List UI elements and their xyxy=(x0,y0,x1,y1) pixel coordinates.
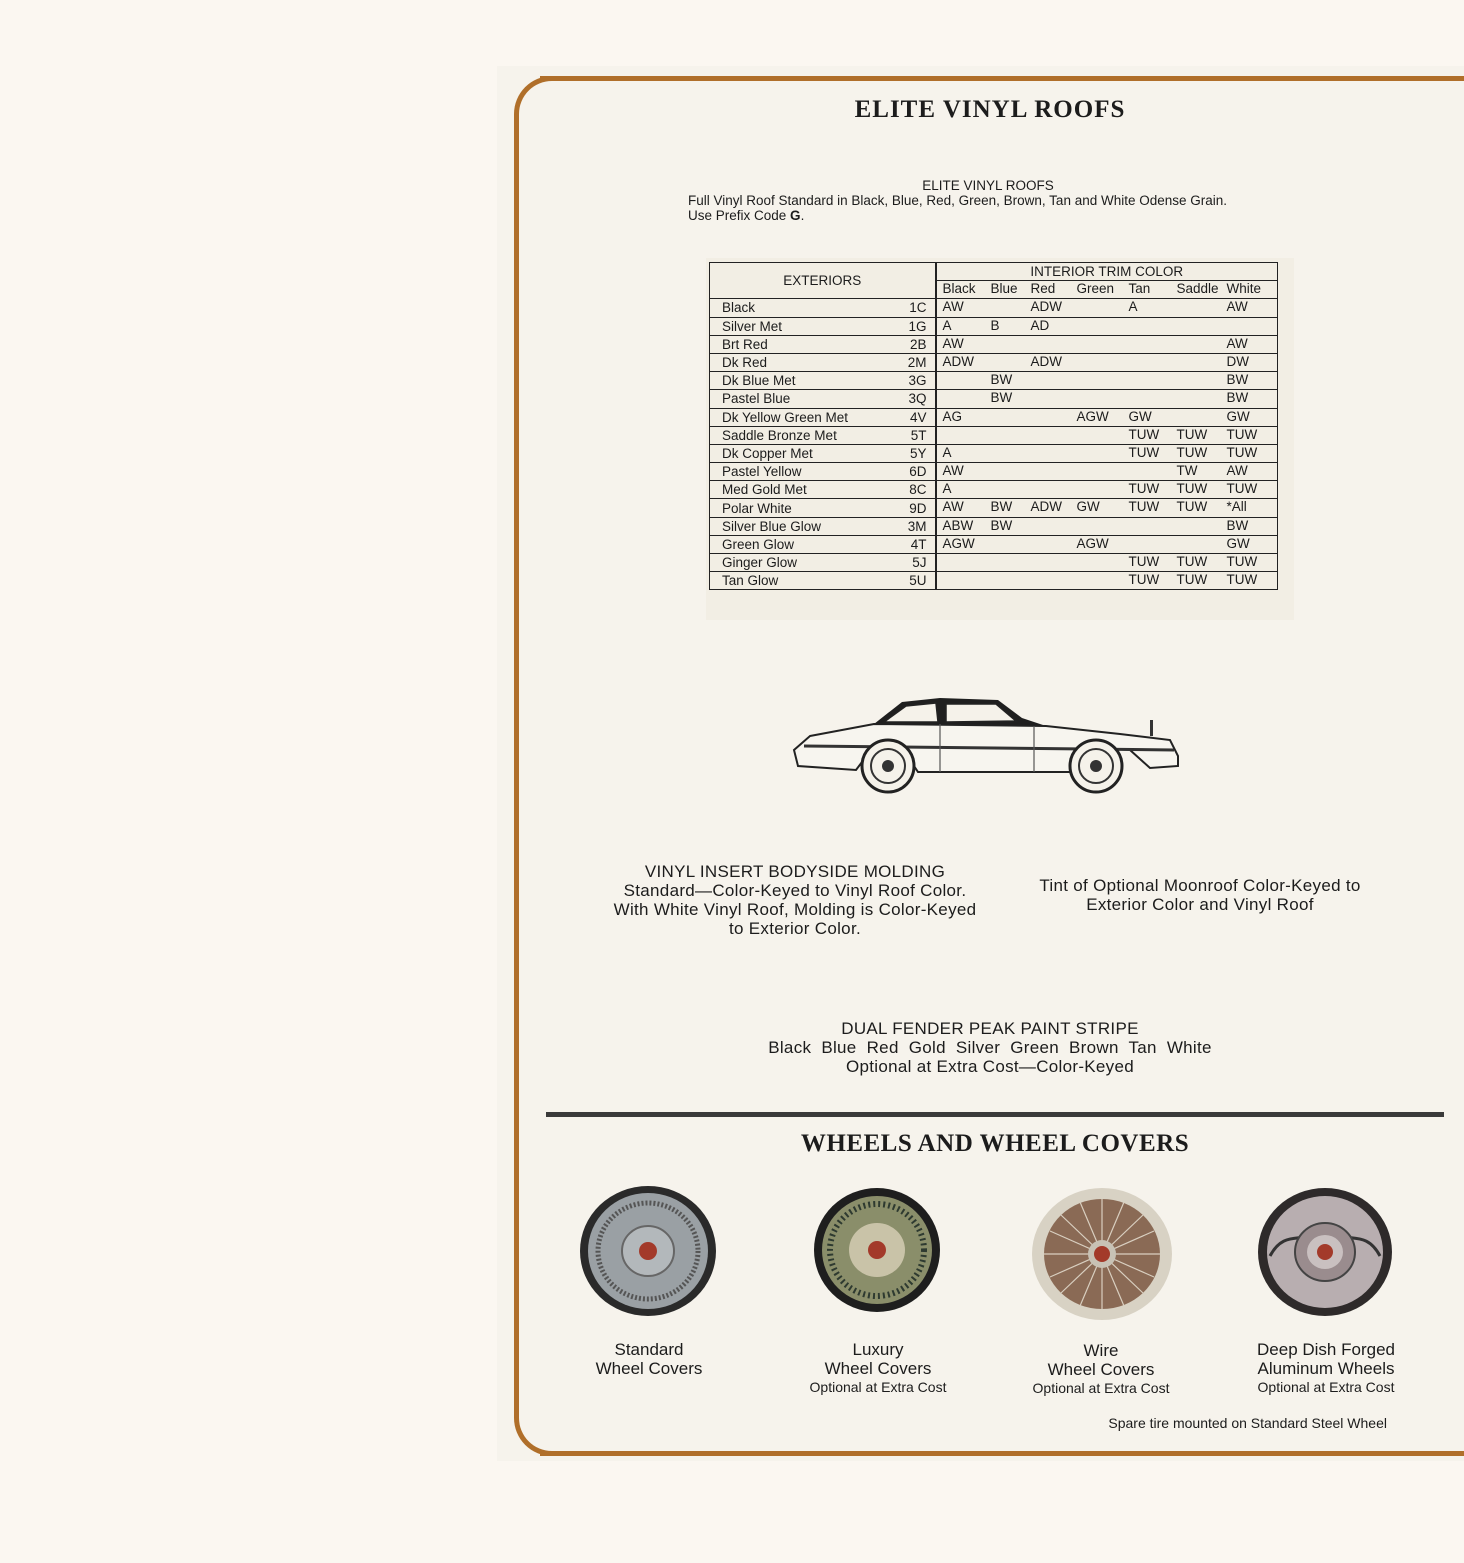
trim-value: AD xyxy=(1030,317,1050,333)
trim-values xyxy=(936,572,1278,590)
trim-values xyxy=(936,408,1278,426)
trim-value: ADW xyxy=(942,353,975,369)
trim-value: TUW xyxy=(1176,554,1208,569)
interior-trim-header: INTERIOR TRIM COLOR xyxy=(936,263,1278,281)
trim-value: TUW xyxy=(1226,481,1258,497)
table-row xyxy=(710,499,1278,517)
table-row xyxy=(710,535,1278,553)
trim-value: ADW xyxy=(1030,353,1063,369)
table-row xyxy=(710,335,1278,353)
trim-values xyxy=(936,426,1278,444)
table-row xyxy=(710,444,1278,462)
exterior-name: Pastel Blue xyxy=(710,390,888,408)
table-row xyxy=(710,353,1278,371)
trim-values xyxy=(936,299,1278,317)
prefix-suffix: . xyxy=(800,208,805,223)
exteriors-header: EXTERIORS xyxy=(710,263,936,299)
intro-line-1: Full Vinyl Roof Standard in Black, Blue, Red, Green, Brown, Tan and White Odense Grain. xyxy=(688,193,1228,208)
exterior-code: 5Y xyxy=(888,444,936,462)
trim-value: BW xyxy=(1226,390,1249,406)
trim-value: A xyxy=(942,444,952,460)
molding-caption xyxy=(590,862,1000,938)
exterior-code: 8C xyxy=(888,481,936,499)
trim-value: BW xyxy=(1226,372,1249,388)
trim-table-card xyxy=(706,258,1294,620)
wheel-aluminum-line-2: Aluminum Wheels xyxy=(1257,1359,1395,1378)
trim-value: AGW xyxy=(942,535,975,551)
moonroof-line-2: Exterior Color and Vinyl Roof xyxy=(1086,895,1314,914)
wheel-aluminum-note: Optional at Extra Cost xyxy=(1257,1379,1395,1395)
trim-column-white: White xyxy=(1226,281,1262,297)
trim-value: TUW xyxy=(1226,572,1258,588)
wheel-standard-line-1: Standard xyxy=(614,1340,684,1359)
wheel-standard-line-2: Wheel Covers xyxy=(595,1359,703,1378)
exterior-code: 2M xyxy=(888,353,936,371)
exterior-name: Green Glow xyxy=(710,535,888,553)
aluminum-wheel-icon xyxy=(1256,1186,1394,1318)
trim-column-tan: Tan xyxy=(1128,281,1151,297)
table-row xyxy=(710,517,1278,535)
prefix-label: Use Prefix Code xyxy=(688,208,791,223)
frame-top-edge xyxy=(540,76,1464,81)
trim-value: BW xyxy=(990,372,1013,388)
trim-column-black: Black xyxy=(942,281,976,297)
section-divider xyxy=(546,1112,1444,1117)
trim-value: GW xyxy=(1128,408,1152,424)
intro-heading: ELITE VINYL ROOFS xyxy=(922,178,1054,193)
trim-value: ABW xyxy=(942,517,974,533)
exterior-code: 1C xyxy=(888,299,936,317)
exterior-code: 2B xyxy=(888,335,936,353)
stripe-colors: Black Blue Red Gold Silver Green Brown Tan White xyxy=(768,1038,1212,1057)
trim-value: B xyxy=(990,317,1000,333)
trim-value: A xyxy=(942,317,952,333)
trim-value: AGW xyxy=(1076,535,1109,551)
trim-value: AW xyxy=(942,335,964,351)
luxury-wheel-cover-icon xyxy=(812,1186,942,1314)
trim-value: ADW xyxy=(1030,499,1063,515)
trim-value: TUW xyxy=(1176,426,1208,442)
trim-value: *All xyxy=(1226,499,1247,515)
trim-value: ADW xyxy=(1030,299,1063,315)
trim-value: TUW xyxy=(1128,554,1160,569)
trim-values xyxy=(936,481,1278,499)
trim-value: GW xyxy=(1226,408,1250,424)
exterior-name: Dk Blue Met xyxy=(710,372,888,390)
trim-value: TUW xyxy=(1128,444,1160,460)
trim-value: BW xyxy=(990,517,1013,533)
trim-column-blue: Blue xyxy=(990,281,1018,297)
table-row xyxy=(710,372,1278,390)
molding-title: VINYL INSERT BODYSIDE MOLDING xyxy=(644,862,946,881)
trim-column-headers xyxy=(936,281,1278,299)
intro-line-2 xyxy=(688,208,1328,223)
molding-line-2: With White Vinyl Roof, Molding is Color-Keyed xyxy=(613,900,977,919)
exterior-code: 5U xyxy=(888,572,936,590)
trim-value: TUW xyxy=(1176,444,1208,460)
exterior-code: 3G xyxy=(888,372,936,390)
intro-block xyxy=(688,178,1328,223)
trim-value: GW xyxy=(1076,499,1100,515)
table-row xyxy=(710,390,1278,408)
table-row xyxy=(710,317,1278,335)
exterior-code: 3M xyxy=(888,517,936,535)
trim-value: BW xyxy=(990,390,1013,406)
trim-values xyxy=(936,317,1278,335)
exterior-name: Med Gold Met xyxy=(710,481,888,499)
table-row xyxy=(710,299,1278,317)
moonroof-line-1: Tint of Optional Moonroof Color-Keyed to xyxy=(1039,876,1361,895)
wheel-label-aluminum xyxy=(1236,1340,1416,1397)
exterior-name: Silver Met xyxy=(710,317,888,335)
table-row xyxy=(710,554,1278,572)
trim-column-green: Green xyxy=(1076,281,1115,297)
stripe-note: Optional at Extra Cost—Color-Keyed xyxy=(846,1057,1134,1076)
frame-bottom-edge xyxy=(540,1451,1464,1456)
trim-value: TUW xyxy=(1176,481,1208,497)
table-row xyxy=(710,408,1278,426)
trim-value: DW xyxy=(1226,353,1250,369)
trim-value: TUW xyxy=(1128,426,1160,442)
wheels-title: WHEELS AND WHEEL COVERS xyxy=(800,1130,1190,1157)
exterior-name: Pastel Yellow xyxy=(710,463,888,481)
trim-value: TUW xyxy=(1128,499,1160,515)
exterior-name: Ginger Glow xyxy=(710,554,888,572)
wheel-luxury-note: Optional at Extra Cost xyxy=(809,1379,947,1395)
exterior-name: Polar White xyxy=(710,499,888,517)
exterior-code: 6D xyxy=(888,463,936,481)
wheel-label-wire xyxy=(1012,1341,1190,1398)
trim-value: AW xyxy=(1226,335,1248,351)
trim-value: A xyxy=(942,481,952,497)
trim-value: TUW xyxy=(1226,426,1258,442)
spare-tire-note: Spare tire mounted on Standard Steel Wheel xyxy=(1108,1415,1387,1431)
exterior-code: 3Q xyxy=(888,390,936,408)
trim-value: AW xyxy=(942,299,964,315)
wheel-aluminum-line-1: Deep Dish Forged xyxy=(1257,1340,1395,1359)
stripe-caption xyxy=(700,1019,1280,1076)
trim-value: AW xyxy=(942,463,964,479)
car-illustration-icon xyxy=(790,688,1186,798)
exterior-code: 4V xyxy=(888,408,936,426)
trim-values xyxy=(936,517,1278,535)
molding-line-1: Standard—Color-Keyed to Vinyl Roof Color. xyxy=(623,881,967,900)
trim-value: TUW xyxy=(1128,481,1160,497)
exterior-name: Dk Yellow Green Met xyxy=(710,408,888,426)
trim-values xyxy=(936,353,1278,371)
wheel-luxury-line-1: Luxury xyxy=(852,1340,904,1359)
trim-value: BW xyxy=(990,499,1013,515)
standard-wheel-cover-icon xyxy=(578,1184,718,1318)
molding-line-3: to Exterior Color. xyxy=(728,919,861,938)
trim-values xyxy=(936,499,1278,517)
trim-values xyxy=(936,372,1278,390)
exterior-code: 9D xyxy=(888,499,936,517)
wheel-wire-line-1: Wire xyxy=(1083,1341,1119,1360)
trim-value: AW xyxy=(1226,299,1248,315)
prefix-code: G xyxy=(790,208,801,223)
trim-values xyxy=(936,444,1278,462)
trim-value: GW xyxy=(1226,535,1250,551)
trim-values xyxy=(936,335,1278,353)
wire-wheel-cover-icon xyxy=(1030,1186,1174,1322)
trim-column-red: Red xyxy=(1030,281,1056,297)
trim-color-table xyxy=(709,262,1278,590)
trim-value: AW xyxy=(1226,463,1248,479)
wheel-wire-line-2: Wheel Covers xyxy=(1047,1360,1155,1379)
table-row xyxy=(710,572,1278,590)
table-row xyxy=(710,426,1278,444)
trim-value: TUW xyxy=(1226,444,1258,460)
trim-column-saddle: Saddle xyxy=(1176,281,1219,297)
exterior-code: 4T xyxy=(888,535,936,553)
wheel-wire-note: Optional at Extra Cost xyxy=(1032,1380,1170,1396)
exterior-code: 1G xyxy=(888,317,936,335)
trim-value: TW xyxy=(1176,463,1198,479)
trim-value: BW xyxy=(1226,517,1249,533)
exterior-name: Black xyxy=(710,299,888,317)
page-title: ELITE VINYL ROOFS xyxy=(854,96,1126,123)
wheel-label-standard xyxy=(568,1340,730,1378)
trim-values xyxy=(936,535,1278,553)
exterior-name: Brt Red xyxy=(710,335,888,353)
trim-values xyxy=(936,554,1278,572)
trim-values xyxy=(936,463,1278,481)
exterior-name: Silver Blue Glow xyxy=(710,517,888,535)
exterior-name: Saddle Bronze Met xyxy=(710,426,888,444)
trim-value: TUW xyxy=(1226,554,1258,569)
exterior-name: Dk Copper Met xyxy=(710,444,888,462)
trim-value: AG xyxy=(942,408,963,424)
wheel-luxury-line-2: Wheel Covers xyxy=(824,1359,932,1378)
stripe-title: DUAL FENDER PEAK PAINT STRIPE xyxy=(841,1019,1139,1038)
trim-value: A xyxy=(1128,299,1138,315)
trim-values xyxy=(936,390,1278,408)
exterior-name: Tan Glow xyxy=(710,572,888,590)
table-row xyxy=(710,463,1278,481)
exterior-code: 5T xyxy=(888,426,936,444)
exterior-code: 5J xyxy=(888,554,936,572)
table-row xyxy=(710,481,1278,499)
trim-value: TUW xyxy=(1176,572,1208,588)
trim-value: AW xyxy=(942,499,964,515)
trim-value: AGW xyxy=(1076,408,1109,424)
trim-value: TUW xyxy=(1176,499,1208,515)
exterior-name: Dk Red xyxy=(710,353,888,371)
moonroof-caption xyxy=(1010,876,1390,914)
trim-value: TUW xyxy=(1128,572,1160,588)
wheel-label-luxury xyxy=(790,1340,966,1397)
